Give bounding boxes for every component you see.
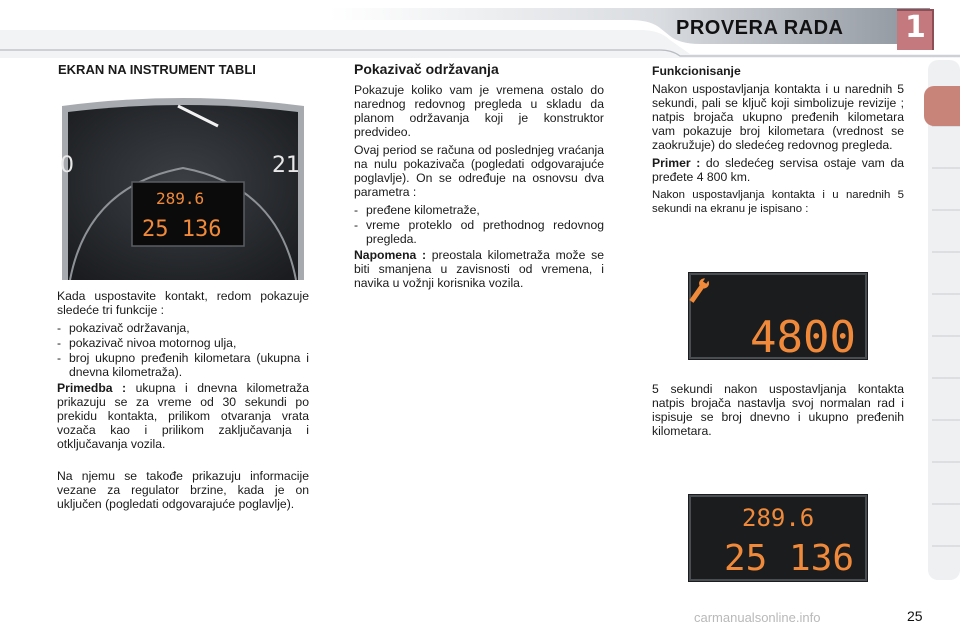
chapter-number: 1 bbox=[905, 10, 926, 45]
list-item: - pređene kilometraže, bbox=[354, 203, 604, 217]
note-text: preostala kilometraža može se biti smanjena u zavisnosti od vremena, i navika u vožnji korisnika vozila. bbox=[354, 248, 604, 290]
chapter-tabs[interactable] bbox=[928, 60, 960, 580]
example-label: Primer : bbox=[652, 156, 701, 170]
right-display-trip: 289.6 bbox=[742, 504, 815, 532]
middle-column-text bbox=[354, 83, 604, 294]
watermark: carmanualsonline.info bbox=[694, 610, 821, 625]
middle-paragraph-1: Pokazuje koliko vam je vremena ostalo do narednog redovnog pregleda u skladu da planom održavanja koji je konstruktor predvideo. bbox=[354, 83, 604, 139]
right-paragraph-2: Nakon uspostavljanja kontakta i u narednih 5 sekundi na ekranu je ispisano : bbox=[652, 189, 904, 215]
instrument-panel-image bbox=[58, 96, 308, 280]
service-display-image bbox=[688, 272, 868, 360]
right-paragraph-1: Nakon uspostavljanja kontakta i u narednih 5 sekundi, pali se ključ koji simbolizuje revizije ; natpis brojača ukupno pređenih kilometara vam pokazuje broj kilometara (vrednost se zaokružuje) do sledećeg redovnog pregleda. bbox=[652, 82, 904, 152]
right-paragraph-3-wrap bbox=[652, 382, 904, 442]
middle-parameter-list bbox=[354, 203, 604, 246]
service-km-display: 4800 bbox=[750, 312, 856, 360]
note-label: Primedba : bbox=[57, 381, 127, 395]
list-item: - pokazivač održavanja, bbox=[57, 321, 309, 335]
right-subtitle: Funkcionisanje bbox=[652, 64, 741, 78]
list-item: - vreme proteklo od prethodnog redovnog pregleda. bbox=[354, 218, 604, 246]
chapter-title: PROVERA RADA bbox=[676, 17, 844, 39]
section-title-instrument-panel: EKRAN NA INSTRUMENT TABLI bbox=[58, 62, 256, 77]
gauge-digit-left: 0 bbox=[60, 153, 74, 178]
right-column-text bbox=[652, 64, 904, 220]
left-intro: Kada uspostavite kontakt, redom pokazuje sledeće tri funkcije : bbox=[57, 289, 309, 317]
list-item: - broj ukupno pređenih kilometara (ukupna i dnevna kilometraža). bbox=[57, 351, 309, 379]
note-label: Napomena : bbox=[354, 248, 427, 262]
left-display-total: 25 136 bbox=[142, 217, 222, 242]
note-text: ukupna i dnevna kilometraža prikazuju se za vreme od 30 sekundi po prekidu kontakta, prilikom otvaranja vrata vozača kao i prilikom zaključavanja i otključavanja vozila. bbox=[57, 381, 309, 451]
page-number: 25 bbox=[907, 608, 923, 624]
example-text: do sledećeg servisa ostaje vam da pređete 4 800 km. bbox=[652, 156, 905, 184]
list-item: - pokazivač nivoa motornog ulja, bbox=[57, 336, 309, 350]
left-extra: Na njemu se takođe prikazuju informacije vezane za regulator brzine, kada je on uključen (pogledati odgovarajuće poglavlje). bbox=[57, 469, 309, 511]
left-display-trip: 289.6 bbox=[156, 189, 205, 208]
right-display-total: 25 136 bbox=[724, 538, 855, 579]
right-paragraph-3: 5 sekundi nakon uspostavljanja kontakta natpis brojača nastavlja svoj normalan rad i ispisuje se broj dnevno i ukupno pređenih kilometara. bbox=[652, 382, 904, 438]
odometer-display-image bbox=[688, 494, 868, 582]
section-title-service-indicator: Pokazivač održavanja bbox=[354, 61, 499, 77]
tab-active-chapter-1[interactable] bbox=[924, 86, 960, 126]
left-function-list bbox=[57, 321, 309, 379]
gauge-digit-right: 21 bbox=[272, 153, 300, 178]
left-column-text bbox=[57, 289, 309, 515]
middle-paragraph-2: Ovaj period se računa od poslednjeg vraćanja na nulu pokazivača (pogledati odgovarajuće poglavlje). On se određuje na osnovsu dva parametra : bbox=[354, 143, 604, 199]
